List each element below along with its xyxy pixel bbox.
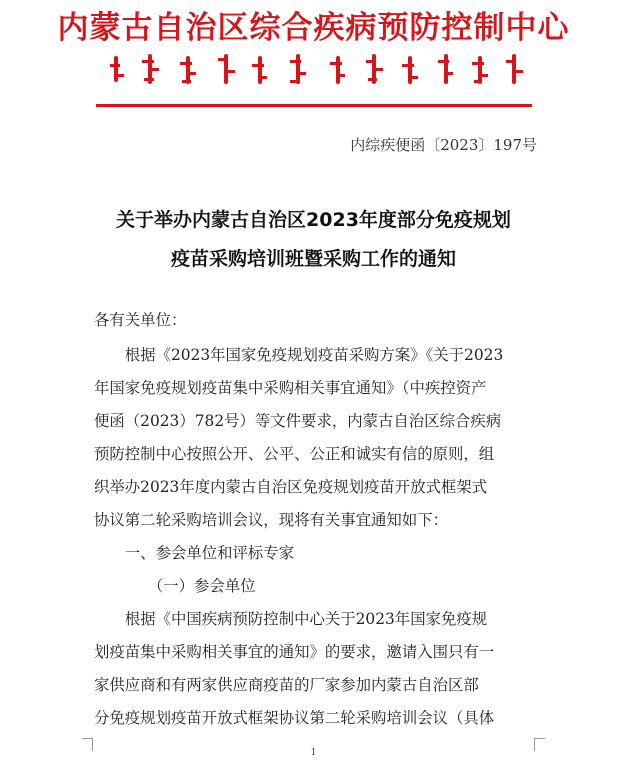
body-text-line: 家供应商和有两家供应商疫苗的厂家参加内蒙古自治区部 xyxy=(94,676,479,694)
notice-title-line-1: 关于举办内蒙古自治区2023年度部分免疫规划 xyxy=(116,209,511,231)
body-text-line: 织举办2023年度内蒙古自治区免疫规划疫苗开放式框架式 xyxy=(94,478,488,496)
body-text-line: 年国家免疫规划疫苗集中采购相关事宜通知》（中疾控资产 xyxy=(94,379,487,397)
page-number: 1 xyxy=(310,748,317,758)
section-heading: 一、参会单位和评标专家 xyxy=(94,544,295,562)
body-text-line: 便函（2023）782号）等文件要求，内蒙古自治区综合疾病 xyxy=(94,412,502,430)
body-text-line: 预防控制中心按照公开、公平、公正和诚实有信的原则，组 xyxy=(94,445,495,463)
body-text-line: 分免疫规划疫苗开放式框架协议第二轮采购培训会议（具体 xyxy=(94,709,495,727)
body-text-line: 协议第二轮采购培训会议，现将有关事宜通知如下： xyxy=(94,511,448,529)
org-header-title: 内蒙古自治区综合疾病预防控制中心 xyxy=(57,10,570,46)
body-text-line: 根据《中国疾病预防控制中心关于2023年国家免疫规 xyxy=(94,610,488,628)
body-text-line: 根据《2023年国家免疫规划疫苗采购方案》《关于2023 xyxy=(94,346,504,364)
header-red-rule xyxy=(96,104,532,107)
mongolian-script-org-name xyxy=(100,50,530,90)
body-text-line: 划疫苗集中采购相关事宜的通知》的要求，邀请入围只有一 xyxy=(94,643,495,661)
document-number: 内综疾便函〔2023〕197号 xyxy=(350,136,537,154)
subsection-heading: （一）参会单位 xyxy=(94,577,256,595)
salutation: 各有关单位： xyxy=(94,311,187,329)
notice-title-line-2: 疫苗采购培训班暨采购工作的通知 xyxy=(170,248,456,270)
